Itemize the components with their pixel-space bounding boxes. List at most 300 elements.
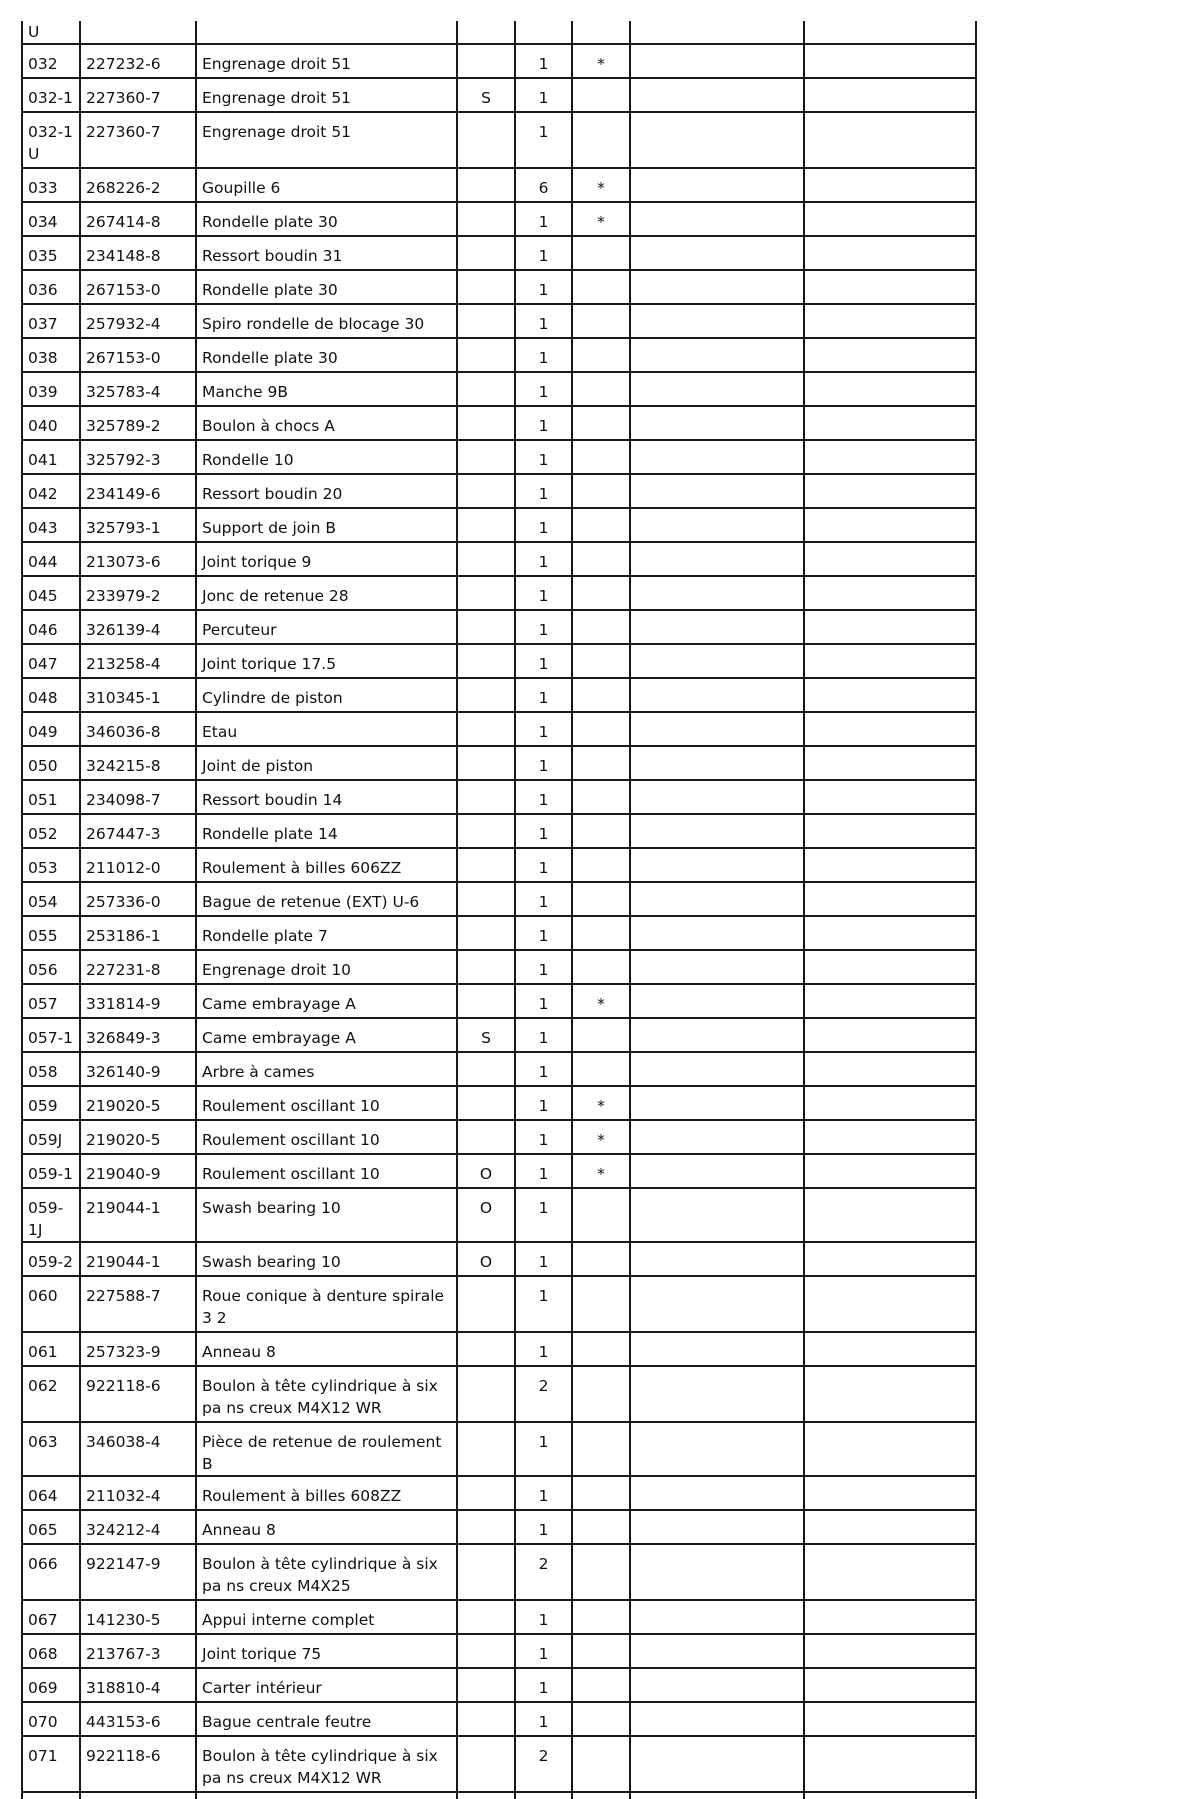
- table-row: [22, 1332, 976, 1366]
- note-cell: [572, 1052, 630, 1086]
- empty-cell: [630, 1018, 804, 1052]
- empty-cell: [630, 1702, 804, 1736]
- note-cell: [572, 406, 630, 440]
- description-cell: Percuteur: [196, 610, 457, 644]
- table-row: [22, 1188, 976, 1242]
- part-number-cell: 326849-3: [80, 1018, 196, 1052]
- note-cell: [572, 236, 630, 270]
- note-cell: [572, 610, 630, 644]
- empty-cell: [804, 780, 976, 814]
- note-cell: [572, 814, 630, 848]
- quantity-cell: 2: [515, 1544, 572, 1600]
- description-cell: Roulement à billes 608ZZ: [196, 1476, 457, 1510]
- table-row: [22, 21, 976, 44]
- description-cell: Boulon à tête cylindrique à six pa ns creux M4X25: [196, 1544, 457, 1600]
- description-cell: Roulement à billes 606ZZ: [196, 848, 457, 882]
- note-cell: [572, 372, 630, 406]
- table-row: [22, 1736, 976, 1792]
- quantity-cell: 1: [515, 78, 572, 112]
- table-row: [22, 814, 976, 848]
- empty-cell: [630, 304, 804, 338]
- empty-cell: [804, 508, 976, 542]
- table-row: [22, 882, 976, 916]
- item-number-cell: 059J: [22, 1120, 80, 1154]
- quantity-cell: [515, 21, 572, 44]
- table-row: [22, 1120, 976, 1154]
- flag-cell: [457, 746, 515, 780]
- quantity-cell: 1: [515, 780, 572, 814]
- quantity-cell: 1: [515, 1188, 572, 1242]
- flag-cell: [457, 372, 515, 406]
- empty-cell: [457, 1792, 515, 1799]
- note-cell: [572, 1702, 630, 1736]
- flag-cell: [457, 610, 515, 644]
- part-number-cell: 324215-8: [80, 746, 196, 780]
- empty-cell: [630, 44, 804, 78]
- item-number-cell: 037: [22, 304, 80, 338]
- note-cell: [572, 780, 630, 814]
- flag-cell: [457, 508, 515, 542]
- item-number-cell: 044: [22, 542, 80, 576]
- note-cell: [572, 1332, 630, 1366]
- part-number-cell: 326139-4: [80, 610, 196, 644]
- empty-cell: [804, 44, 976, 78]
- quantity-cell: 1: [515, 440, 572, 474]
- empty-cell: [630, 474, 804, 508]
- quantity-cell: 1: [515, 1422, 572, 1476]
- empty-cell: [804, 236, 976, 270]
- empty-cell: [804, 1120, 976, 1154]
- item-number-cell: 068: [22, 1634, 80, 1668]
- empty-cell: [804, 21, 976, 44]
- table-row: [22, 848, 976, 882]
- note-cell: [572, 270, 630, 304]
- item-number-cell: 071: [22, 1736, 80, 1792]
- part-number-cell: 211012-0: [80, 848, 196, 882]
- empty-cell: [630, 1120, 804, 1154]
- note-cell: [572, 112, 630, 168]
- table-row: [22, 1544, 976, 1600]
- part-number-cell: 324212-4: [80, 1510, 196, 1544]
- flag-cell: [457, 1332, 515, 1366]
- empty-cell: [804, 610, 976, 644]
- part-number-cell: 219020-5: [80, 1086, 196, 1120]
- part-number-cell: 325783-4: [80, 372, 196, 406]
- quantity-cell: 1: [515, 1510, 572, 1544]
- note-cell: [572, 21, 630, 44]
- empty-cell: [630, 1510, 804, 1544]
- description-cell: Rondelle plate 14: [196, 814, 457, 848]
- empty-cell: [804, 950, 976, 984]
- item-number-cell: 032-1: [22, 78, 80, 112]
- description-cell: Ressort boudin 14: [196, 780, 457, 814]
- item-number-cell: 063: [22, 1422, 80, 1476]
- empty-cell: [804, 644, 976, 678]
- quantity-cell: 1: [515, 202, 572, 236]
- part-number-cell: 257323-9: [80, 1332, 196, 1366]
- empty-cell: [630, 1544, 804, 1600]
- table-row: [22, 1276, 976, 1332]
- table-row: [22, 1366, 976, 1422]
- part-number-cell: 234098-7: [80, 780, 196, 814]
- item-number-cell: 055: [22, 916, 80, 950]
- note-cell: [572, 304, 630, 338]
- empty-cell: [804, 440, 976, 474]
- empty-cell: [630, 882, 804, 916]
- note-cell: [572, 338, 630, 372]
- note-cell: [572, 746, 630, 780]
- empty-cell: [630, 1052, 804, 1086]
- item-number-cell: 050: [22, 746, 80, 780]
- description-cell: Came embrayage A: [196, 1018, 457, 1052]
- table-row: [22, 1052, 976, 1086]
- description-cell: Anneau 8: [196, 1510, 457, 1544]
- note-cell: *: [572, 1120, 630, 1154]
- part-number-cell: 310345-1: [80, 678, 196, 712]
- note-cell: [572, 916, 630, 950]
- item-number-cell: 042: [22, 474, 80, 508]
- flag-cell: [457, 44, 515, 78]
- table-row: [22, 1702, 976, 1736]
- note-cell: [572, 474, 630, 508]
- part-number-cell: 443153-6: [80, 1702, 196, 1736]
- empty-cell: [630, 780, 804, 814]
- empty-cell: [630, 1086, 804, 1120]
- empty-cell: [804, 1668, 976, 1702]
- empty-cell: [630, 1668, 804, 1702]
- description-cell: Ressort boudin 20: [196, 474, 457, 508]
- description-cell: Bague de retenue (EXT) U-6: [196, 882, 457, 916]
- flag-cell: [457, 780, 515, 814]
- part-number-cell: 267153-0: [80, 338, 196, 372]
- item-number-cell: 064: [22, 1476, 80, 1510]
- flag-cell: [457, 112, 515, 168]
- table-row: [22, 1242, 976, 1276]
- part-number-cell: 234149-6: [80, 474, 196, 508]
- flag-cell: [457, 1276, 515, 1332]
- part-number-cell: 227360-7: [80, 78, 196, 112]
- description-cell: Rondelle plate 30: [196, 338, 457, 372]
- table-row: [22, 168, 976, 202]
- table-row: [22, 1018, 976, 1052]
- empty-cell: [804, 542, 976, 576]
- description-cell: Manche 9B: [196, 372, 457, 406]
- note-cell: [572, 950, 630, 984]
- flag-cell: [457, 1544, 515, 1600]
- item-number-cell: 056: [22, 950, 80, 984]
- description-cell: Goupille 6: [196, 168, 457, 202]
- item-number-cell: 033: [22, 168, 80, 202]
- part-number-cell: 253186-1: [80, 916, 196, 950]
- table-row: [22, 712, 976, 746]
- empty-cell: [804, 406, 976, 440]
- quantity-cell: 1: [515, 1276, 572, 1332]
- empty-cell: [804, 814, 976, 848]
- parts-table-body: [22, 21, 976, 1799]
- table-row: [22, 270, 976, 304]
- table-row: [22, 1510, 976, 1544]
- flag-cell: [457, 644, 515, 678]
- empty-cell: [630, 916, 804, 950]
- part-number-cell: 211032-4: [80, 1476, 196, 1510]
- empty-cell: [630, 814, 804, 848]
- table-row: [22, 542, 976, 576]
- note-cell: [572, 1600, 630, 1634]
- quantity-cell: 1: [515, 474, 572, 508]
- table-row: [22, 304, 976, 338]
- table-row: [22, 372, 976, 406]
- item-number-cell: 034: [22, 202, 80, 236]
- note-cell: [572, 1276, 630, 1332]
- part-number-cell: 219044-1: [80, 1242, 196, 1276]
- part-number-cell: 325792-3: [80, 440, 196, 474]
- flag-cell: O: [457, 1242, 515, 1276]
- empty-cell: [630, 1422, 804, 1476]
- empty-cell: [630, 202, 804, 236]
- empty-cell: [630, 508, 804, 542]
- empty-cell: [630, 610, 804, 644]
- empty-cell: [630, 984, 804, 1018]
- flag-cell: [457, 1086, 515, 1120]
- description-cell: Engrenage droit 10: [196, 950, 457, 984]
- quantity-cell: 1: [515, 1634, 572, 1668]
- empty-cell: [804, 678, 976, 712]
- flag-cell: [457, 270, 515, 304]
- item-number-cell: 058: [22, 1052, 80, 1086]
- note-cell: *: [572, 984, 630, 1018]
- item-number-cell: 039: [22, 372, 80, 406]
- table-row: [22, 1634, 976, 1668]
- item-number-cell: 059: [22, 1086, 80, 1120]
- empty-cell: [804, 1086, 976, 1120]
- quantity-cell: 1: [515, 304, 572, 338]
- flag-cell: [457, 1422, 515, 1476]
- quantity-cell: 1: [515, 112, 572, 168]
- table-row: [22, 610, 976, 644]
- note-cell: *: [572, 1154, 630, 1188]
- part-number-cell: 227231-8: [80, 950, 196, 984]
- empty-cell: [22, 1792, 80, 1799]
- part-number-cell: 213767-3: [80, 1634, 196, 1668]
- empty-cell: [804, 338, 976, 372]
- table-row: [22, 984, 976, 1018]
- note-cell: [572, 644, 630, 678]
- table-row: [22, 950, 976, 984]
- table-row: [22, 508, 976, 542]
- table-row: [22, 1600, 976, 1634]
- empty-cell: [630, 1736, 804, 1792]
- table-row: [22, 78, 976, 112]
- note-cell: [572, 1242, 630, 1276]
- item-number-cell: 054: [22, 882, 80, 916]
- empty-cell: [630, 848, 804, 882]
- empty-cell: [804, 1600, 976, 1634]
- description-cell: Engrenage droit 51: [196, 44, 457, 78]
- item-number-cell: 066: [22, 1544, 80, 1600]
- flag-cell: [457, 1702, 515, 1736]
- part-number-cell: 233979-2: [80, 576, 196, 610]
- quantity-cell: 1: [515, 644, 572, 678]
- quantity-cell: 1: [515, 1242, 572, 1276]
- item-number-cell: 032: [22, 44, 80, 78]
- empty-cell: [630, 644, 804, 678]
- flag-cell: [457, 576, 515, 610]
- empty-cell: [630, 542, 804, 576]
- description-cell: Rondelle plate 7: [196, 916, 457, 950]
- part-number-cell: 267447-3: [80, 814, 196, 848]
- item-number-cell: 059-2: [22, 1242, 80, 1276]
- part-number-cell: 922118-6: [80, 1736, 196, 1792]
- item-number-cell: 061: [22, 1332, 80, 1366]
- parts-table: [21, 21, 977, 1799]
- description-cell: Arbre à cames: [196, 1052, 457, 1086]
- empty-cell: [630, 1154, 804, 1188]
- empty-cell: [572, 1792, 630, 1799]
- empty-cell: [804, 112, 976, 168]
- description-cell: Cylindre de piston: [196, 678, 457, 712]
- quantity-cell: 1: [515, 712, 572, 746]
- item-number-cell: 035: [22, 236, 80, 270]
- part-number-cell: 219044-1: [80, 1188, 196, 1242]
- empty-cell: [804, 1366, 976, 1422]
- note-cell: [572, 1510, 630, 1544]
- item-number-cell: 065: [22, 1510, 80, 1544]
- table-row: [22, 780, 976, 814]
- quantity-cell: 1: [515, 678, 572, 712]
- description-cell: Bague centrale feutre: [196, 1702, 457, 1736]
- flag-cell: [457, 21, 515, 44]
- empty-cell: [630, 1366, 804, 1422]
- description-cell: Roulement oscillant 10: [196, 1120, 457, 1154]
- item-number-cell: 032-1 U: [22, 112, 80, 168]
- table-row: [22, 202, 976, 236]
- empty-cell: [804, 1510, 976, 1544]
- note-cell: [572, 1018, 630, 1052]
- flag-cell: [457, 338, 515, 372]
- empty-cell: [804, 1736, 976, 1792]
- empty-cell: [630, 1600, 804, 1634]
- item-number-cell: 051: [22, 780, 80, 814]
- empty-cell: [804, 712, 976, 746]
- part-number-cell: 219040-9: [80, 1154, 196, 1188]
- description-cell: Joint torique 75: [196, 1634, 457, 1668]
- description-cell: Appui interne complet: [196, 1600, 457, 1634]
- quantity-cell: 1: [515, 1052, 572, 1086]
- quantity-cell: 2: [515, 1366, 572, 1422]
- description-cell: Rondelle plate 30: [196, 270, 457, 304]
- flag-cell: [457, 814, 515, 848]
- quantity-cell: 1: [515, 984, 572, 1018]
- item-number-cell: 038: [22, 338, 80, 372]
- empty-cell: [630, 372, 804, 406]
- item-number-cell: U: [22, 21, 80, 44]
- note-cell: *: [572, 202, 630, 236]
- empty-cell: [804, 1634, 976, 1668]
- empty-cell: [804, 1544, 976, 1600]
- table-row: [22, 474, 976, 508]
- note-cell: *: [572, 168, 630, 202]
- part-number-cell: 326140-9: [80, 1052, 196, 1086]
- table-row: [22, 440, 976, 474]
- quantity-cell: 1: [515, 1600, 572, 1634]
- empty-cell: [630, 406, 804, 440]
- flag-cell: S: [457, 78, 515, 112]
- empty-cell: [630, 1792, 804, 1799]
- note-cell: [572, 1476, 630, 1510]
- empty-cell: [630, 440, 804, 474]
- part-number-cell: 346036-8: [80, 712, 196, 746]
- empty-cell: [630, 338, 804, 372]
- description-cell: [196, 21, 457, 44]
- flag-cell: [457, 848, 515, 882]
- empty-cell: [630, 1242, 804, 1276]
- description-cell: Roulement oscillant 10: [196, 1154, 457, 1188]
- note-cell: [572, 576, 630, 610]
- item-number-cell: 052: [22, 814, 80, 848]
- flag-cell: [457, 882, 515, 916]
- part-number-cell: 325793-1: [80, 508, 196, 542]
- table-row: [22, 678, 976, 712]
- quantity-cell: 1: [515, 1086, 572, 1120]
- note-cell: [572, 542, 630, 576]
- empty-cell: [630, 1476, 804, 1510]
- item-number-cell: 067: [22, 1600, 80, 1634]
- item-number-cell: 047: [22, 644, 80, 678]
- note-cell: [572, 1544, 630, 1600]
- flag-cell: [457, 1476, 515, 1510]
- quantity-cell: 6: [515, 168, 572, 202]
- flag-cell: [457, 678, 515, 712]
- empty-cell: [630, 712, 804, 746]
- quantity-cell: 1: [515, 950, 572, 984]
- table-row: [22, 1422, 976, 1476]
- table-row: [22, 1086, 976, 1120]
- flag-cell: [457, 1510, 515, 1544]
- note-cell: [572, 1366, 630, 1422]
- item-number-cell: 057: [22, 984, 80, 1018]
- empty-cell: [804, 848, 976, 882]
- description-cell: Roulement oscillant 10: [196, 1086, 457, 1120]
- flag-cell: [457, 168, 515, 202]
- note-cell: [572, 712, 630, 746]
- empty-cell: [630, 1188, 804, 1242]
- empty-cell: [804, 1792, 976, 1799]
- part-number-cell: [80, 21, 196, 44]
- quantity-cell: 1: [515, 576, 572, 610]
- empty-cell: [804, 168, 976, 202]
- part-number-cell: 227360-7: [80, 112, 196, 168]
- empty-cell: [515, 1792, 572, 1799]
- part-number-cell: 227232-6: [80, 44, 196, 78]
- empty-cell: [630, 1634, 804, 1668]
- empty-cell: [804, 984, 976, 1018]
- note-cell: *: [572, 1086, 630, 1120]
- item-number-cell: 041: [22, 440, 80, 474]
- description-cell: Anneau 8: [196, 1332, 457, 1366]
- description-cell: Engrenage droit 51: [196, 78, 457, 112]
- flag-cell: [457, 1634, 515, 1668]
- quantity-cell: 1: [515, 270, 572, 304]
- description-cell: Boulon à tête cylindrique à six pa ns creux M4X12 WR: [196, 1366, 457, 1422]
- part-number-cell: 267153-0: [80, 270, 196, 304]
- quantity-cell: 1: [515, 338, 572, 372]
- empty-cell: [804, 1188, 976, 1242]
- empty-cell: [630, 950, 804, 984]
- empty-cell: [630, 1332, 804, 1366]
- part-number-cell: 219020-5: [80, 1120, 196, 1154]
- table-row: [22, 644, 976, 678]
- item-number-cell: 040: [22, 406, 80, 440]
